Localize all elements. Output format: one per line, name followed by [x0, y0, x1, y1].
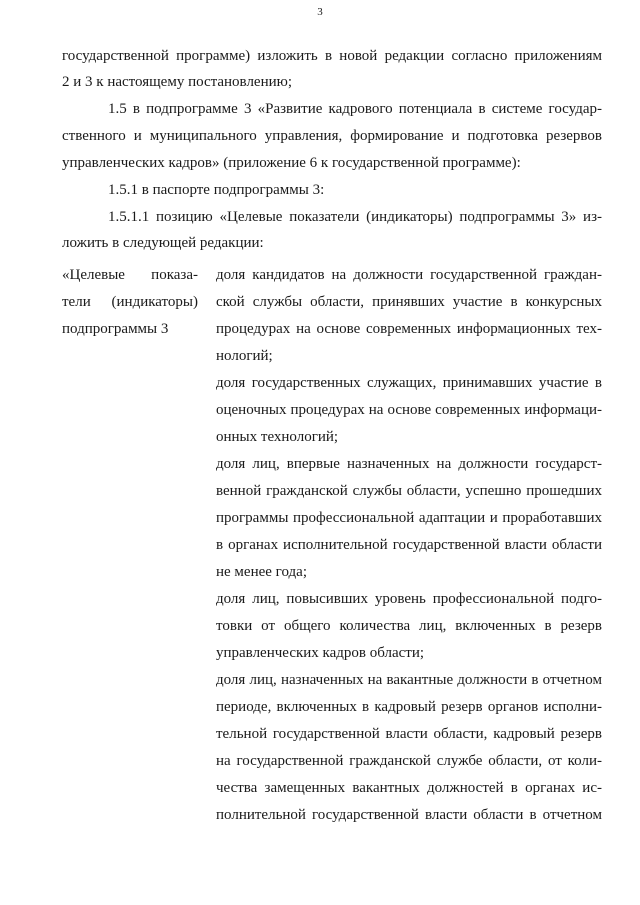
table-left-cell-line: «Целевые показа- — [62, 267, 198, 283]
table-right-cell-line: доля государственных служащих, принимавших участие в — [216, 375, 602, 391]
paragraph-line: ложить в следующей редакции: — [62, 235, 264, 251]
table-right-cell-line: полнительной государственной власти области в отчетном — [216, 807, 602, 823]
table-right-cell-line: тельной государственной власти области, кадровый резерв — [216, 726, 602, 742]
table-right-cell-line: онных технологий; — [216, 429, 339, 445]
table-right-cell-line: товки от общего количества лиц, включенных в резерв — [216, 618, 602, 634]
table-right-cell-line: доля лиц, назначенных на вакантные должности в отчетном — [216, 672, 602, 688]
paragraph-line: 1.5 в подпрограмме 3 «Развитие кадрового потенциала в системе государ- — [108, 101, 602, 117]
paragraph-line: 2 и 3 к настоящему постановлению; — [62, 74, 293, 90]
table-left-cell-line: подпрограммы 3 — [62, 321, 169, 337]
table-right-cell-line: оценочных процедурах на основе современных информаци- — [216, 402, 602, 418]
table-right-cell-line: на государственной гражданской службе области, от коли- — [216, 753, 602, 769]
table-right-cell-line: нологий; — [216, 348, 273, 364]
paragraph-line: 1.5.1 в паспорте подпрограммы 3: — [108, 182, 325, 198]
paragraph-line: 1.5.1.1 позицию «Целевые показатели (индикаторы) подпрограммы 3» из- — [108, 209, 602, 225]
page-number: 3 — [317, 6, 323, 18]
paragraph-line: управленческих кадров» (приложение 6 к государственной программе): — [62, 155, 521, 171]
table-right-cell-line: периоде, включенных в кадровый резерв органов исполни- — [216, 699, 602, 715]
table-right-cell-line: ской службы области, принявших участие в конкурсных — [216, 294, 602, 310]
table-right-cell-line: доля лиц, повысивших уровень профессиональной подго- — [216, 591, 602, 607]
table-right-cell-line: доля кандидатов на должности государственной граждан- — [216, 267, 602, 283]
table-right-cell-line: чества замещенных вакантных должностей в органах ис- — [216, 780, 602, 796]
table-right-cell-line: венной гражданской службы области, успешно прошедших — [216, 483, 602, 499]
table-right-cell-line: управленческих кадров области; — [216, 645, 425, 661]
table-right-cell-line: программы профессиональной адаптации и проработавших — [216, 510, 602, 526]
table-right-cell-line: процедурах на основе современных информационных тех- — [216, 321, 602, 337]
paragraph-line: государственной программе) изложить в новой редакции согласно приложениям — [62, 48, 602, 64]
table-right-cell-line: не менее года; — [216, 564, 307, 580]
table-right-cell-line: в органах исполнительной государственной власти области — [216, 537, 602, 553]
table-right-cell-line: доля лиц, впервые назначенных на должности государст- — [216, 456, 602, 472]
paragraph-line: ственного и муниципального управления, формирование и подготовка резервов — [62, 128, 602, 144]
table-left-cell-line: тели (индикаторы) — [62, 294, 198, 310]
